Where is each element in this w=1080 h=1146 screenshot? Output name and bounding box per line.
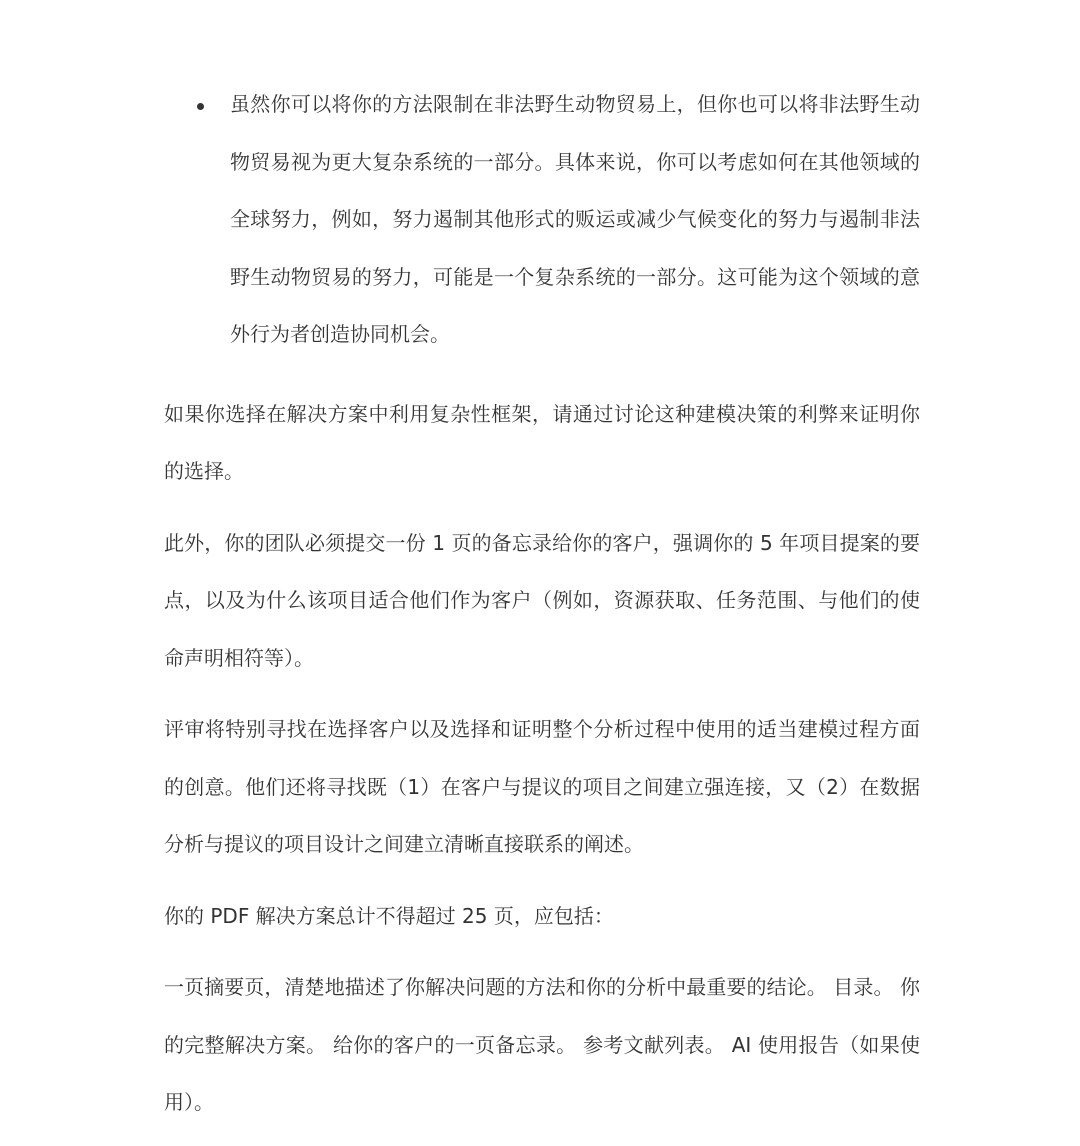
- paragraph-judging-criteria: 评审将特别寻找在选择客户以及选择和证明整个分析过程中使用的适当建模过程方面的创意。他们还将寻找既（1）在客户与提议的项目之间建立强连接，又（2）在数据分析与提议的项目设计之间建立清晰直接联系的阐述。: [164, 717, 920, 856]
- paragraph-memo-requirement: 此外，你的团队必须提交一份 1 页的备忘录给你的客户，强调你的 5 年项目提案的要点，以及为什么该项目适合他们作为客户（例如，资源获取、任务范围、与他们的使命声明相符等）。: [164, 530, 920, 670]
- bullet-icon: [197, 103, 204, 110]
- paragraph-complexity-framework: 如果你选择在解决方案中利用复杂性框架，请通过讨论这种建模决策的利弊来证明你的选择。: [164, 401, 920, 483]
- document-page: [164, 76, 920, 1146]
- paragraph-required-contents: 一页摘要页，清楚地描述了你解决问题的方法和你的分析中最重要的结论。 目录。 你的完整解决方案。 给你的客户的一页备忘录。 参考文献列表。 AI 使用报告（如果使用）。: [164, 975, 920, 1114]
- bullet-list-item: [164, 76, 920, 364]
- bullet-text: 虽然你可以将你的方法限制在非法野生动物贸易上，但你也可以将非法野生动物贸易视为更大复杂系统的一部分。具体来说，你可以考虑如何在其他领域的全球努力，例如，努力遏制其他形式的贩运或减少气候变化的努力与遏制非法野生动物贸易的努力，可能是一个复杂系统的一部分。这可能为这个领域的意外行为者创造协同机会。: [230, 92, 920, 346]
- paragraph-page-limit: 你的 PDF 解决方案总计不得超过 25 页，应包括：: [164, 903, 614, 928]
